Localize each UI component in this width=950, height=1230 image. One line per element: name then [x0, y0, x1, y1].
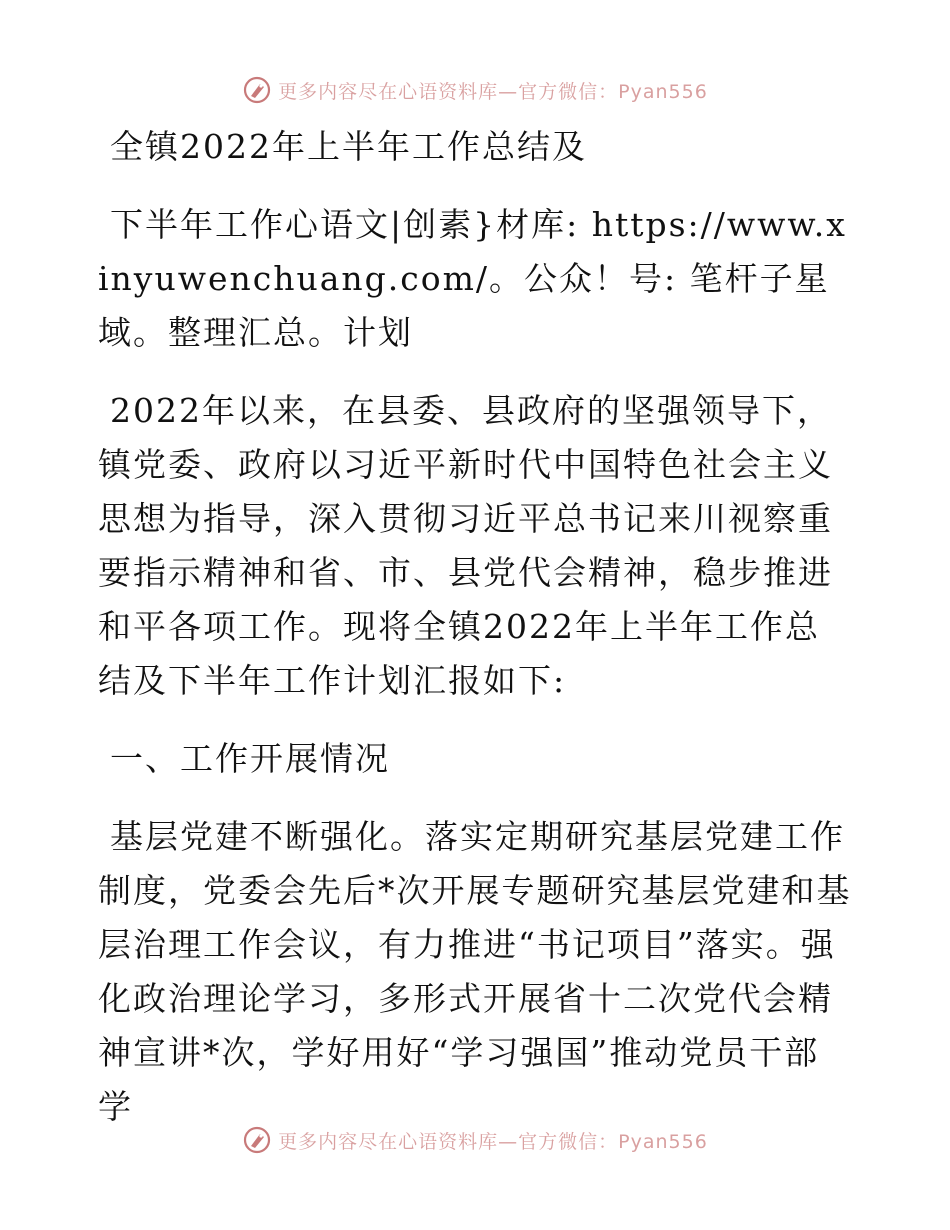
watermark-text: 更多内容尽在心语资料库—官方微信：Pyan556	[278, 1130, 708, 1153]
document-body	[98, 120, 853, 1158]
paragraph: 基层党建不断强化。落实定期研究基层党建工作制度，党委会先后*次开展专题研究基层党建和基层治理工作会议，有力推进“书记项目”落实。强化政治理论学习，多形式开展省十二次党代会精神宣讲*次，学好用好“学习强国”推动党员干部学	[98, 817, 852, 1126]
pen-nib-circle-logo-icon	[242, 75, 272, 105]
paragraph: 下半年工作心语文|创素}材库: https://www.xinyuwenchuang.com/。公众！号: 笔杆子星域。整理汇总。计划	[98, 205, 847, 352]
document-title: 全镇2022年上半年工作总结及	[110, 127, 587, 166]
watermark-header	[0, 70, 950, 110]
paragraph: 2022年以来，在县委、县政府的坚强领导下，镇党委、政府以习近平新时代中国特色社会主义思想为指导，深入贯彻习近平总书记来川视察重要指示精神和省、市、县党代会精神，稳步推进和平各项工作。现将全镇2022年上半年工作总结及下半年工作计划汇报如下:	[98, 391, 833, 700]
pen-nib-circle-logo-icon	[242, 1125, 272, 1155]
section-heading: 一、工作开展情况	[110, 739, 390, 778]
watermark-footer	[0, 1120, 950, 1160]
watermark-text: 更多内容尽在心语资料库—官方微信：Pyan556	[278, 80, 708, 103]
